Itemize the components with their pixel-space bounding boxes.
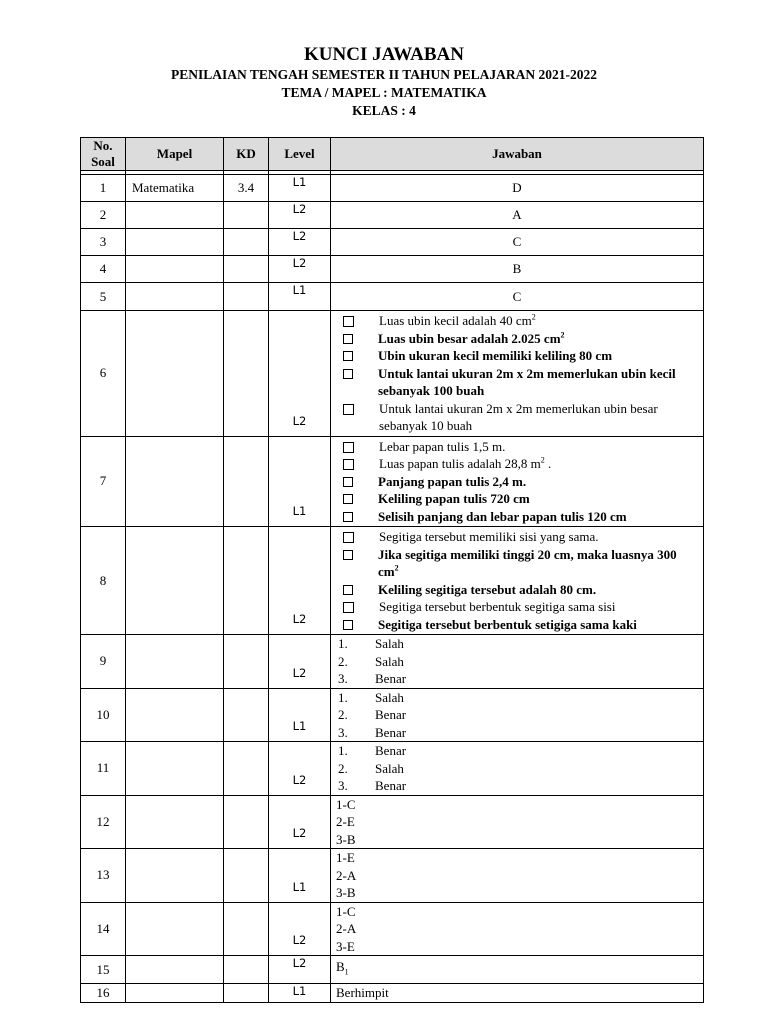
- checkbox-icon: [343, 532, 354, 543]
- answer-matching: [331, 849, 704, 903]
- checklist-item: [343, 581, 697, 599]
- level-label: L1: [292, 175, 307, 189]
- checklist-text-main: Segitiga tersebut berbentuk setigiga sama kaki: [378, 616, 637, 632]
- answer-checklist: [331, 311, 704, 437]
- superscript: 2: [540, 455, 545, 465]
- level-cell: [269, 311, 331, 437]
- table-row: [81, 688, 704, 742]
- table-row: [81, 283, 704, 311]
- subject-cell: [126, 436, 224, 527]
- checklist-item: [343, 616, 697, 634]
- checklist-text: [379, 312, 697, 330]
- matching-line: 2-A: [336, 921, 357, 936]
- question-number: 4: [81, 256, 126, 283]
- level-label: L2: [292, 413, 307, 428]
- checkbox-icon: [343, 404, 354, 415]
- checklist-item: [343, 400, 697, 435]
- item-number: 3.: [338, 778, 348, 793]
- kd-cell: [224, 849, 269, 903]
- numbered-item: [336, 670, 703, 688]
- item-answer: Benar: [375, 707, 407, 722]
- checklist-text: [378, 473, 697, 491]
- checkbox-icon: [343, 620, 353, 630]
- question-number: 8: [81, 527, 126, 635]
- checklist-item: [343, 528, 697, 546]
- checkbox-icon: [343, 442, 354, 453]
- item-answer: Salah: [375, 689, 404, 705]
- checklist-item: [343, 438, 697, 456]
- numbered-item: [336, 653, 703, 671]
- checklist-text: [378, 490, 697, 508]
- item-answer: Salah: [375, 653, 404, 669]
- level-label: L2: [292, 826, 307, 840]
- kd-cell: [224, 902, 269, 956]
- checklist-text: [379, 400, 697, 435]
- checkbox-icon: [343, 585, 353, 595]
- question-number: 3: [81, 229, 126, 256]
- kd-cell: [224, 283, 269, 311]
- checklist-text-main: Keliling papan tulis 720 cm: [378, 491, 530, 506]
- checklist-text: [378, 330, 697, 348]
- question-number: 6: [81, 311, 126, 437]
- subject-cell: [126, 956, 224, 984]
- subject-cell: [126, 795, 224, 849]
- numbered-item: [336, 777, 703, 795]
- header-kd: KD: [224, 138, 269, 171]
- checklist-item: [343, 490, 697, 508]
- checkbox-icon: [343, 334, 353, 344]
- question-number: 2: [81, 202, 126, 229]
- level-cell: [269, 956, 331, 984]
- header-no-soal: No. Soal: [81, 138, 126, 171]
- level-cell: [269, 902, 331, 956]
- checklist-text-main: Luas ubin besar adalah 2.025 cm: [378, 330, 561, 346]
- checklist-text-main: Keliling segitiga tersebut adalah 80 cm.: [378, 581, 597, 597]
- item-number: 2.: [338, 707, 348, 722]
- item-answer: Salah: [375, 760, 404, 776]
- level-label: L2: [292, 612, 307, 626]
- document-title: KUNCI JAWABAN: [304, 44, 464, 65]
- question-number: 7: [81, 436, 126, 527]
- header-mapel: Mapel: [126, 138, 224, 171]
- checklist-suffix: .: [544, 456, 552, 471]
- item-number: 1.: [338, 743, 348, 758]
- kd-cell: [224, 688, 269, 742]
- checkbox-icon: [343, 494, 353, 504]
- table-row: [81, 956, 704, 984]
- checklist-text-main: Jika segitiga memiliki tinggi 20 cm, maka luasnya 300 cm: [378, 546, 677, 579]
- checklist-text-main: Segitiga tersebut memiliki sisi yang sama.: [379, 529, 599, 544]
- checkbox-icon: [343, 459, 354, 470]
- item-number: 3.: [338, 671, 348, 686]
- answer-text: [331, 956, 704, 984]
- level-label: L2: [292, 956, 307, 970]
- question-number: 11: [81, 742, 126, 796]
- item-number: 2.: [338, 760, 348, 776]
- level-label: L2: [292, 256, 307, 270]
- level-cell: [269, 635, 331, 689]
- subject-cell: [126, 688, 224, 742]
- matching-line: 1-C: [336, 796, 356, 812]
- item-answer: Salah: [375, 636, 404, 651]
- checklist-item: [343, 473, 697, 491]
- checklist-text: [378, 616, 697, 634]
- subject-line: TEMA / MAPEL : MATEMATIKA: [281, 85, 487, 100]
- checklist-item: [343, 347, 697, 365]
- item-number: 2.: [338, 653, 348, 669]
- table-row: [81, 742, 704, 796]
- kd-cell: [224, 202, 269, 229]
- superscript: 2: [560, 330, 565, 340]
- kd-cell: [224, 984, 269, 1003]
- numbered-item: [336, 706, 703, 724]
- question-number: 9: [81, 635, 126, 689]
- checklist-text: [378, 347, 697, 365]
- item-number: 3.: [338, 724, 348, 740]
- level-cell: [269, 436, 331, 527]
- subject-cell: [126, 849, 224, 903]
- item-answer: Benar: [375, 671, 407, 686]
- level-cell: [269, 849, 331, 903]
- checklist-text: [378, 581, 697, 599]
- level-cell: [269, 175, 331, 202]
- table-row: [81, 795, 704, 849]
- numbered-item: [336, 689, 703, 707]
- table-row: [81, 902, 704, 956]
- matching-line: 3-B: [336, 885, 356, 900]
- kd-cell: [224, 256, 269, 283]
- level-cell: [269, 283, 331, 311]
- numbered-item: [336, 742, 703, 760]
- answer-numbered: [331, 742, 704, 796]
- table-header-row: [81, 138, 704, 171]
- answer-cell: C: [331, 229, 704, 256]
- kd-cell: [224, 635, 269, 689]
- level-label: L2: [292, 772, 307, 787]
- matching-line: 2-E: [336, 814, 355, 829]
- level-cell: [269, 742, 331, 796]
- question-number: 1: [81, 175, 126, 202]
- subject-cell: [126, 742, 224, 796]
- level-label: L1: [292, 879, 307, 894]
- table-row: [81, 635, 704, 689]
- header-level: Level: [269, 138, 331, 171]
- table-row: [81, 527, 704, 635]
- checklist-text-main: Selisih panjang dan lebar papan tulis 120 cm: [378, 508, 627, 524]
- table-row: [81, 849, 704, 903]
- question-number: 14: [81, 902, 126, 956]
- answer-text-main: Berhimpit: [336, 985, 389, 1000]
- level-label: L2: [292, 229, 307, 243]
- exam-subtitle: PENILAIAN TENGAH SEMESTER II TAHUN PELAJARAN 2021-2022: [170, 67, 598, 82]
- answer-matching: [331, 902, 704, 956]
- numbered-item: [336, 724, 703, 742]
- checkbox-icon: [343, 369, 353, 379]
- checklist-text: [379, 528, 697, 546]
- matching-line: 3-B: [336, 831, 356, 847]
- answer-cell: D: [331, 175, 704, 202]
- matching-line: 3-E: [336, 938, 355, 954]
- checkbox-icon: [343, 351, 353, 361]
- checkbox-icon: [343, 316, 354, 327]
- subject-cell: [126, 202, 224, 229]
- level-cell: [269, 229, 331, 256]
- checklist-text-main: Untuk lantai ukuran 2m x 2m memerlukan ubin kecil sebanyak 100 buah: [378, 365, 676, 398]
- level-cell: [269, 795, 331, 849]
- level-cell: [269, 527, 331, 635]
- answer-key-table: [80, 137, 704, 1003]
- checklist-text: [379, 598, 697, 616]
- checklist-text: [378, 546, 697, 581]
- table-row: [81, 436, 704, 527]
- checkbox-icon: [343, 477, 353, 487]
- checklist-item: [343, 312, 697, 330]
- level-cell: [269, 202, 331, 229]
- item-number: 1.: [338, 636, 348, 651]
- kd-cell: [224, 229, 269, 256]
- question-number: 13: [81, 849, 126, 903]
- question-number: 15: [81, 956, 126, 984]
- numbered-item: [336, 635, 703, 653]
- table-row: [81, 984, 704, 1003]
- checklist-text-main: Luas papan tulis adalah 28,8 m: [379, 456, 541, 471]
- question-number: 16: [81, 984, 126, 1003]
- subject-cell: [126, 902, 224, 956]
- level-label: L1: [292, 719, 307, 733]
- subject-cell: [126, 256, 224, 283]
- kd-cell: [224, 795, 269, 849]
- item-answer: Benar: [375, 778, 407, 793]
- numbered-item: [336, 760, 703, 778]
- answer-checklist: [331, 436, 704, 527]
- matching-line: 1-C: [336, 903, 356, 919]
- answer-numbered: [331, 635, 704, 689]
- question-number: 10: [81, 688, 126, 742]
- checklist-text-main: Untuk lantai ukuran 2m x 2m memerlukan ubin besar sebanyak 10 buah: [379, 400, 658, 433]
- answer-checklist: [331, 527, 704, 635]
- table-row: [81, 256, 704, 283]
- table-row: [81, 202, 704, 229]
- checklist-text: [379, 455, 697, 473]
- checklist-text: [379, 438, 697, 456]
- level-label: L1: [292, 984, 307, 998]
- level-label: L1: [292, 504, 307, 518]
- subject-cell: [126, 527, 224, 635]
- subject-cell: [126, 283, 224, 311]
- answer-cell: A: [331, 202, 704, 229]
- table-row: [81, 229, 704, 256]
- checklist-item: [343, 455, 697, 473]
- checklist-item: [343, 365, 697, 400]
- item-answer: Benar: [375, 743, 407, 758]
- checklist-item: [343, 598, 697, 616]
- superscript: 2: [394, 563, 399, 573]
- level-cell: [269, 256, 331, 283]
- answer-matching: [331, 795, 704, 849]
- checklist-text-main: Luas ubin kecil adalah 40 cm: [379, 313, 532, 328]
- subscript: 1: [344, 967, 349, 977]
- subject-cell: [126, 229, 224, 256]
- table-row: [81, 175, 704, 202]
- kd-cell: [224, 436, 269, 527]
- checklist-item: [343, 546, 697, 581]
- checkbox-icon: [343, 602, 354, 613]
- kd-cell: [224, 527, 269, 635]
- checklist-text-main: Panjang papan tulis 2,4 m.: [378, 473, 527, 489]
- checkbox-icon: [343, 550, 353, 560]
- subject-cell: [126, 311, 224, 437]
- matching-line: 2-A: [336, 867, 357, 883]
- checklist-text-main: Ubin ukuran kecil memiliki keliling 80 cm: [378, 348, 613, 363]
- item-number: 1.: [338, 689, 348, 705]
- kd-cell: [224, 956, 269, 984]
- checklist-item: [343, 508, 697, 526]
- checklist-text-main: Segitiga tersebut berbentuk segitiga sama sisi: [379, 599, 616, 614]
- answer-text: [331, 984, 704, 1003]
- kd-cell: [224, 311, 269, 437]
- subject-cell: [126, 635, 224, 689]
- checklist-text: [378, 508, 697, 526]
- checklist-item: [343, 330, 697, 348]
- subject-cell: Matematika: [126, 175, 224, 202]
- level-cell: [269, 688, 331, 742]
- answer-numbered: [331, 688, 704, 742]
- superscript: 2: [531, 312, 536, 322]
- checkbox-icon: [343, 512, 353, 522]
- level-label: L2: [292, 665, 307, 680]
- kd-cell: 3.4: [224, 175, 269, 202]
- question-number: 12: [81, 795, 126, 849]
- question-number: 5: [81, 283, 126, 311]
- matching-line: 1-E: [336, 850, 355, 865]
- item-answer: Benar: [375, 724, 407, 740]
- header-jawaban: Jawaban: [331, 138, 704, 171]
- checklist-text: [378, 365, 697, 400]
- level-label: L1: [292, 283, 307, 297]
- table-row: [81, 311, 704, 437]
- level-cell: [269, 984, 331, 1003]
- answer-text-main: B: [336, 958, 345, 974]
- checklist-text-main: Lebar papan tulis 1,5 m.: [379, 438, 506, 454]
- subject-cell: [126, 984, 224, 1003]
- level-label: L2: [292, 933, 307, 947]
- level-label: L2: [292, 202, 307, 216]
- answer-cell: B: [331, 256, 704, 283]
- kd-cell: [224, 742, 269, 796]
- answer-cell: C: [331, 283, 704, 311]
- class-line: KELAS : 4: [352, 103, 416, 118]
